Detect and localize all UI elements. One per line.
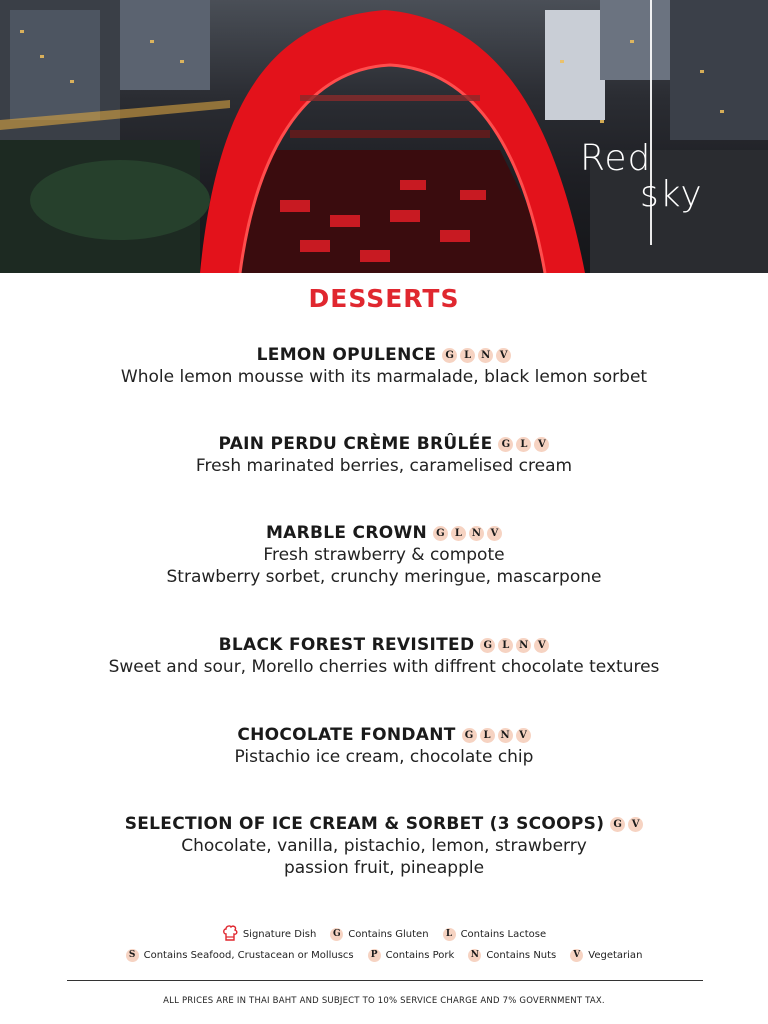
- allergen-badge-icon: L: [480, 728, 495, 743]
- legend-row-1: [0, 925, 768, 943]
- menu-item-name-row: [219, 634, 550, 656]
- menu-item: [0, 813, 768, 879]
- menu-item-description: Fresh marinated berries, caramelised cream: [195, 456, 573, 476]
- lactose-icon: L: [443, 928, 456, 941]
- legend-pork: [368, 949, 455, 962]
- allergen-badge-icon: V: [534, 437, 549, 452]
- menu-item-name: SELECTION OF ICE CREAM & SORBET (3 SCOOPS): [124, 814, 605, 834]
- legend-vegetarian: [570, 949, 642, 962]
- menu-item-description: Sweet and sour, Morello cherries with diffrent chocolate textures: [108, 657, 660, 677]
- allergen-badges: [498, 437, 549, 452]
- menu-item-name-row: [257, 344, 512, 366]
- legend-label: Contains Seafood, Crustacean or Molluscs: [143, 950, 354, 961]
- menu-item-name: BLACK FOREST REVISITED: [218, 635, 475, 655]
- allergen-badge-icon: V: [487, 526, 502, 541]
- menu-item-description: Whole lemon mousse with its marmalade, black lemon sorbet: [120, 367, 648, 387]
- menu-item: [0, 634, 768, 678]
- brand-logo-sky: sky: [640, 174, 703, 215]
- legend-label: Contains Gluten: [348, 928, 429, 940]
- allergen-badges: [462, 728, 531, 743]
- hero-photo: [0, 0, 768, 273]
- menu-item: [0, 433, 768, 477]
- allergen-badges: [610, 817, 643, 832]
- allergen-badges: [433, 526, 502, 541]
- menu-item: [0, 344, 768, 388]
- legend-label: Signature Dish: [242, 928, 317, 940]
- allergen-badge-icon: V: [628, 817, 643, 832]
- menu-item-name-row: [219, 433, 550, 455]
- legend-label: Contains Nuts: [486, 950, 557, 961]
- allergen-badge-icon: G: [442, 348, 457, 363]
- section-title: DESSERTS: [308, 284, 460, 313]
- menu-item: [0, 522, 768, 588]
- menu-item-name-row: [237, 724, 530, 746]
- allergen-badge-icon: L: [451, 526, 466, 541]
- nuts-icon: N: [468, 949, 481, 962]
- legend-nuts: [468, 949, 556, 962]
- chef-hat-icon: [222, 925, 238, 943]
- allergen-badge-icon: V: [534, 638, 549, 653]
- legend-row-2: [0, 949, 768, 962]
- allergen-badge-icon: N: [478, 348, 493, 363]
- menu-item-description: Fresh strawberry & compote: [263, 545, 505, 565]
- menu-item-name-row: [266, 522, 502, 544]
- gluten-icon: G: [330, 928, 343, 941]
- allergen-badge-icon: N: [469, 526, 484, 541]
- legend-lactose: [443, 928, 547, 941]
- allergen-badge-icon: G: [480, 638, 495, 653]
- menu-item-name: MARBLE CROWN: [265, 523, 428, 543]
- allergen-badge-icon: G: [498, 437, 513, 452]
- legend-label: Contains Lactose: [460, 928, 547, 940]
- footer-divider: [67, 980, 703, 981]
- legend-signature: [222, 925, 316, 943]
- allergen-badge-icon: L: [498, 638, 513, 653]
- vegetarian-icon: V: [570, 949, 583, 962]
- allergen-badge-icon: G: [462, 728, 477, 743]
- brand-logo: [580, 138, 710, 238]
- menu-item-description: Pistachio ice cream, chocolate chip: [234, 747, 534, 767]
- menu-item-name-row: [125, 813, 644, 835]
- menu-item-name: LEMON OPULENCE: [256, 345, 437, 365]
- menu-item-description: Strawberry sorbet, crunchy meringue, mascarpone: [166, 567, 602, 587]
- legend-seafood: [126, 949, 354, 962]
- legend-gluten: [330, 928, 428, 941]
- allergen-badge-icon: G: [610, 817, 625, 832]
- allergen-badge-icon: N: [516, 638, 531, 653]
- menu-item: [0, 724, 768, 768]
- pork-icon: P: [368, 949, 381, 962]
- menu-item-name: PAIN PERDU CRÈME BRÛLÉE: [218, 434, 493, 454]
- price-disclaimer: ALL PRICES ARE IN THAI BAHT AND SUBJECT TO 10% SERVICE CHARGE AND 7% GOVERNMENT TAX.: [163, 996, 605, 1006]
- menu-item-description: Chocolate, vanilla, pistachio, lemon, strawberry: [181, 836, 587, 856]
- allergen-badge-icon: N: [498, 728, 513, 743]
- allergen-badge-icon: V: [496, 348, 511, 363]
- legend-label: Contains Pork: [385, 950, 455, 961]
- legend-label: Vegetarian: [588, 950, 643, 961]
- allergen-badge-icon: G: [433, 526, 448, 541]
- allergen-badges: [442, 348, 511, 363]
- allergen-badge-icon: V: [516, 728, 531, 743]
- allergen-badges: [480, 638, 549, 653]
- brand-logo-red: Red: [580, 138, 652, 179]
- allergen-badge-icon: L: [516, 437, 531, 452]
- seafood-icon: S: [126, 949, 139, 962]
- menu-item-description: passion fruit, pineapple: [283, 858, 485, 878]
- allergen-badge-icon: L: [460, 348, 475, 363]
- menu-item-name: CHOCOLATE FONDANT: [237, 725, 456, 745]
